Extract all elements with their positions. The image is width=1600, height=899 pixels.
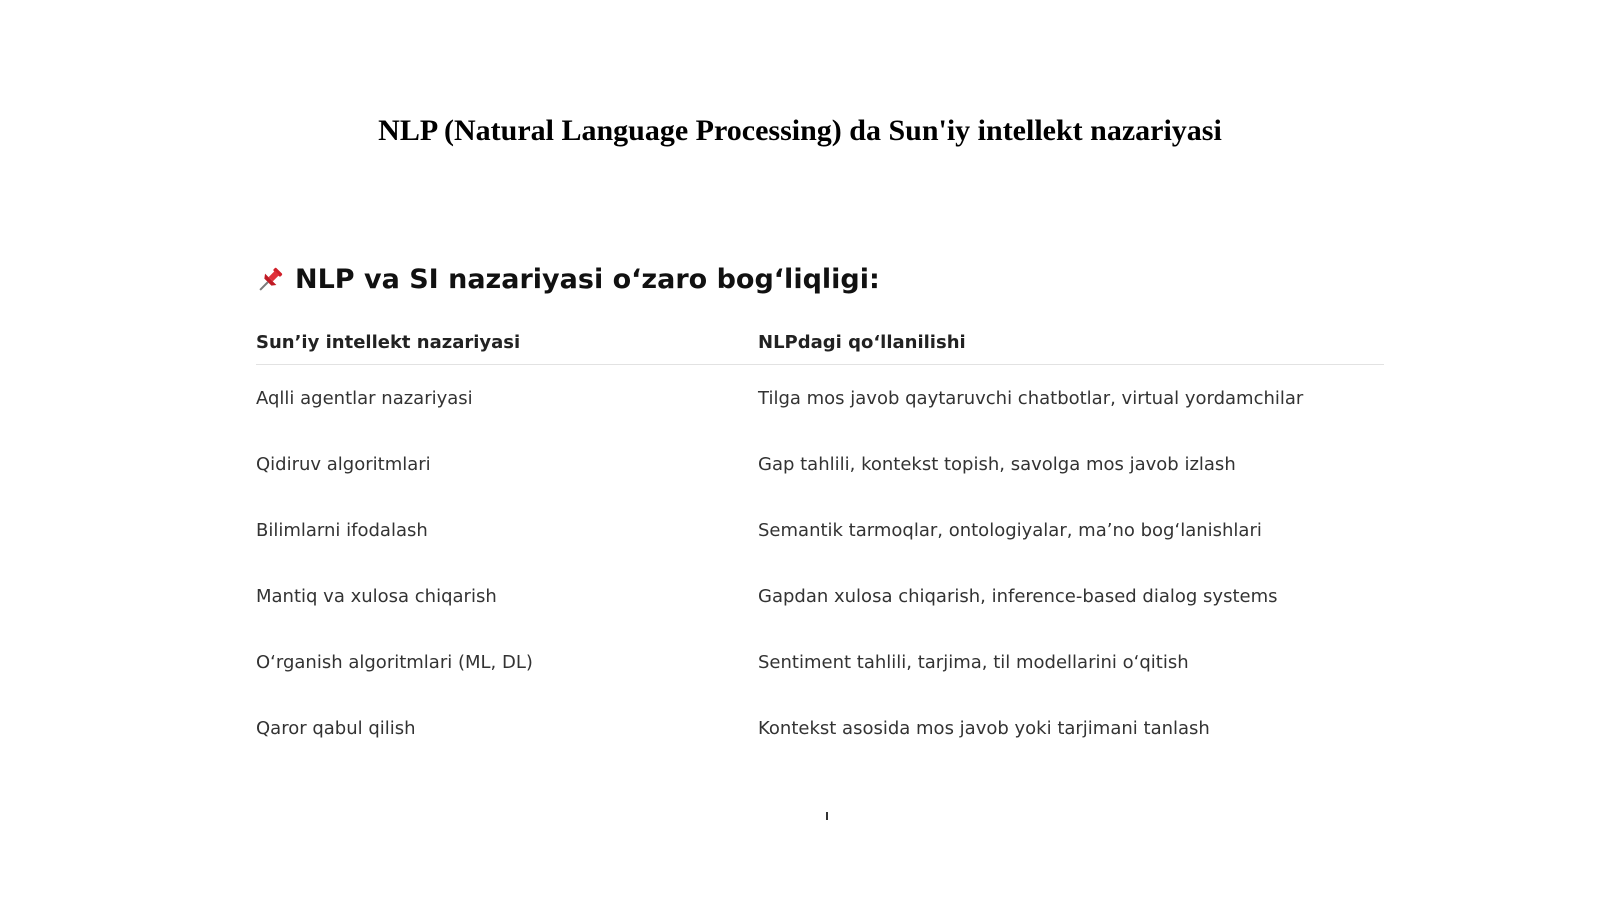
theory-cell: Bilimlarni ifodalash: [256, 519, 428, 541]
theory-cell: Aqlli agentlar nazariyasi: [256, 387, 473, 409]
table-row: [256, 365, 1384, 432]
application-cell: Gap tahlili, kontekst topish, savolga mos javob izlash: [758, 453, 1236, 475]
table-row: [256, 431, 1384, 497]
application-cell: Tilga mos javob qaytaruvchi chatbotlar, virtual yordamchilar: [758, 387, 1304, 409]
theory-cell: Qaror qabul qilish: [256, 717, 416, 739]
table-row: [256, 497, 1384, 563]
theory-cell: Qidiruv algoritmlari: [256, 453, 431, 475]
section-heading-text: NLP va SI nazariyasi o‘zaro bog‘liqligi:: [295, 264, 880, 295]
pushpin-icon: [255, 265, 285, 295]
application-cell: Kontekst asosida mos javob yoki tarjimani tanlash: [758, 717, 1210, 739]
application-cell: Semantik tarmoqlar, ontologiyalar, ma’no bog‘lanishlari: [758, 519, 1262, 541]
theory-application-table: [256, 320, 1384, 761]
column-header-theory: Sun’iy intellekt nazariyasi: [256, 320, 758, 365]
application-cell: Gapdan xulosa chiqarish, inference-based dialog systems: [758, 585, 1278, 607]
table-header-row: [256, 320, 1384, 365]
column-header-application: NLPdagi qo‘llanilishi: [758, 320, 1384, 365]
section-heading: [255, 264, 880, 295]
page-marker: [826, 812, 828, 820]
table-row: [256, 629, 1384, 695]
application-cell: Sentiment tahlili, tarjima, til modellarini o‘qitish: [758, 651, 1189, 673]
table-row: [256, 695, 1384, 761]
theory-cell: O‘rganish algoritmlari (ML, DL): [256, 651, 533, 673]
table-row: [256, 563, 1384, 629]
slide-title: NLP (Natural Language Processing) da Sun'iy intellekt nazariyasi: [378, 114, 1222, 147]
theory-cell: Mantiq va xulosa chiqarish: [256, 585, 497, 607]
